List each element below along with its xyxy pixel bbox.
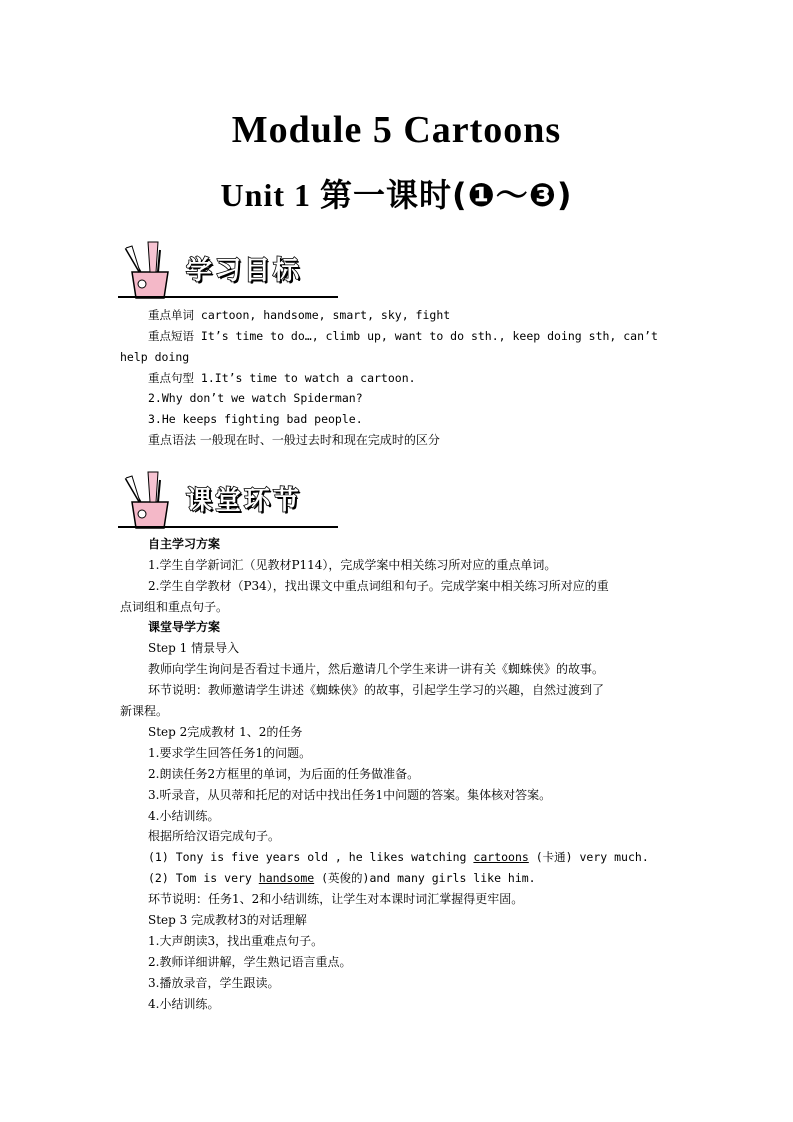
text-line: 环节说明：教师邀请学生讲述《蜘蛛侠》的故事，引起学生学习的兴趣，自然过渡到了 xyxy=(148,683,605,697)
key-phrases-cont: help doing xyxy=(120,350,190,364)
section-heading-label: 学习目标 xyxy=(186,256,303,286)
text-line: 1.学生自学新词汇（见教材P114），完成学案中相关练习所对应的重点单词。 xyxy=(148,558,557,572)
pencil-cup-icon xyxy=(118,470,182,532)
section-heading-objectives xyxy=(118,240,338,302)
key-words: 重点单词 cartoon, handsome, smart, sky, fight xyxy=(148,308,451,322)
section-heading-label: 课堂环节 xyxy=(186,486,303,516)
text-line: 2.教师详细讲解，学生熟记语言重点。 xyxy=(148,955,352,969)
text-line: 新课程。 xyxy=(120,704,169,718)
step-heading: Step 2完成教材 1、2的任务 xyxy=(148,725,303,739)
key-grammar: 重点语法 一般现在时、一般过去时和现在完成时的区分 xyxy=(148,433,440,447)
guided-study-heading: 课堂导学方案 xyxy=(148,620,221,634)
text-line: 教师向学生询问是否看过卡通片，然后邀请几个学生来讲一讲有关《蜘蛛侠》的故事。 xyxy=(148,662,605,676)
pencil-cup-icon xyxy=(118,240,182,302)
subtitle-cn: 第一课时(❶～❸) xyxy=(320,176,573,214)
subtitle-en: Unit 1 xyxy=(220,177,320,213)
text-line: 4.小结训练。 xyxy=(148,997,220,1011)
key-sentence-3: 3.He keeps fighting bad people. xyxy=(148,412,363,426)
key-sentence-2: 2.Why don’t we watch Spiderman? xyxy=(148,391,363,405)
text-line: 根据所给汉语完成句子。 xyxy=(148,829,281,843)
text-line: 2.朗读任务2方框里的单词，为后面的任务做准备。 xyxy=(148,767,420,781)
text-line: 点词组和重点句子。 xyxy=(120,600,229,614)
key-sentence-1: 重点句型 1.It’s time to watch a cartoon. xyxy=(148,371,416,385)
text-line: 1.要求学生回答任务1的问题。 xyxy=(148,746,312,760)
text-line: 环节说明：任务1、2和小结训练，让学生对本课时词汇掌握得更牢固。 xyxy=(148,892,524,906)
answer-handsome: handsome xyxy=(258,871,315,885)
key-phrases: 重点短语 It’s time to do…, climb up, want to do sth., keep doing sth, can’t xyxy=(148,329,658,343)
text-line: 3.听录音，从贝蒂和托尼的对话中找出任务1中问题的答案。集体核对答案。 xyxy=(148,788,552,802)
text-line: 4.小结训练。 xyxy=(148,809,220,823)
text-line: 1.大声朗读3，找出重难点句子。 xyxy=(148,934,324,948)
page-title: Module 5 Cartoons xyxy=(231,109,562,151)
exercise-item-2: (2) Tom is very handsome (英俊的)and many girls like him. xyxy=(148,871,536,885)
step-heading: Step 1 情景导入 xyxy=(148,641,240,655)
exercise-item-1: (1) Tony is five years old , he likes watching cartoons (卡通) very much. xyxy=(148,850,649,864)
step-heading: Step 3 完成教材3的对话理解 xyxy=(148,913,307,927)
section-heading-classroom xyxy=(118,470,338,532)
page-subtitle xyxy=(0,170,793,216)
heading-divider xyxy=(118,296,338,298)
heading-divider xyxy=(118,526,338,528)
text-line: 2.学生自学教材（P34），找出课文中重点词组和句子。完成学案中相关练习所对应的重 xyxy=(148,579,609,593)
self-study-heading: 自主学习方案 xyxy=(148,537,221,551)
text-line: 3.播放录音，学生跟读。 xyxy=(148,976,280,990)
answer-cartoons: cartoons xyxy=(473,850,529,864)
